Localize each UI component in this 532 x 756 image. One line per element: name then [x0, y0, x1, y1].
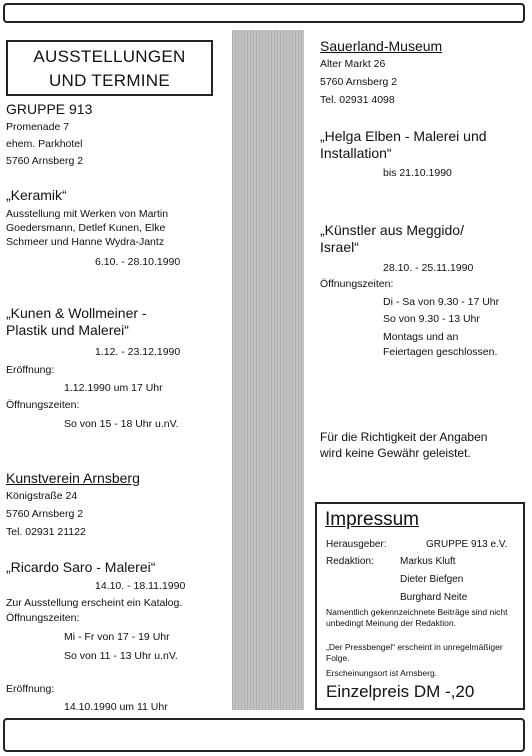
disclaimer-line-2: wird keine Gewähr geleistet.	[320, 446, 471, 460]
saro-hours-2: So von 11 - 13 Uhr u.nV.	[64, 650, 178, 662]
impressum-box	[315, 502, 525, 710]
keramik-desc-1: Ausstellung mit Werken von Martin	[6, 208, 169, 220]
disclaimer-line-1: Für die Richtigkeit der Angaben	[320, 430, 488, 444]
page-title-line-1: AUSSTELLUNGEN	[33, 47, 186, 66]
meggido-hours-label: Öffnungszeiten:	[320, 278, 394, 290]
saro-opening-value: 14.10.1990 um 11 Uhr	[64, 701, 168, 713]
kunen-hours-label: Öffnungszeiten:	[6, 399, 80, 411]
impressum-publisher: GRUPPE 913 e.V.	[426, 539, 508, 550]
kunen-hours-value: So von 15 - 18 Uhr u.nV.	[64, 418, 179, 430]
impressum-note-1: Namentlich gekennzeichnete Beiträge sind nicht unbedingt Meinung der Redaktion.	[326, 607, 508, 628]
meggido-hours-2: So von 9.30 - 13 Uhr	[383, 313, 480, 325]
org-name-gruppe: GRUPPE 913	[6, 101, 93, 117]
museum-address-3: Tel. 02931 4098	[320, 94, 395, 106]
museum-address-2: 5760 Arnsberg 2	[320, 76, 398, 88]
event-title-elben-1: „Helga Elben - Malerei und	[320, 128, 487, 144]
kunen-opening-value: 1.12.1990 um 17 Uhr	[64, 382, 163, 394]
museum-address-1: Alter Markt 26	[320, 58, 386, 70]
kunstverein-address-2: 5760 Arnsberg 2	[6, 508, 84, 520]
event-title-meggido-1: „Künstler aus Meggido/	[320, 222, 464, 238]
page-title-box	[6, 40, 213, 96]
elben-dates: bis 21.10.1990	[383, 167, 452, 179]
gruppe-address-2: ehem. Parkhotel	[6, 138, 83, 150]
event-title-kunen-1: „Kunen & Wollmeiner -	[6, 305, 147, 321]
kunen-opening-label: Eröffnung:	[6, 364, 55, 376]
kunen-dates: 1.12. - 23.12.1990	[95, 346, 181, 358]
impressum-price: Einzelpreis DM -,20	[326, 682, 475, 701]
page-title-line-2: UND TERMINE	[48, 71, 171, 90]
meggido-hours-1: Di - Sa von 9.30 - 17 Uhr	[383, 296, 500, 308]
saro-hours-1: Mi - Fr von 17 - 19 Uhr	[64, 631, 170, 643]
impressum-editor-2: Dieter Biefgen	[400, 574, 464, 585]
kunstverein-address-3: Tel. 02931 21122	[6, 526, 86, 538]
event-title-elben-2: Installation“	[320, 145, 392, 161]
center-shaded-column	[232, 30, 304, 710]
impressum-note-2: „Der Pressbengel“ erscheint in unregelmäßiger Folge.	[326, 642, 503, 663]
saro-dates: 14.10. - 18.11.1990	[95, 580, 186, 592]
impressum-editors-label: Redaktion:	[326, 556, 374, 567]
keramik-desc-3: Schmeer und Hanne Wydra-Jantz	[6, 236, 165, 248]
meggido-hours-3: Montags und an	[383, 331, 459, 343]
saro-catalog-note: Zur Ausstellung erscheint ein Katalog.	[6, 597, 183, 609]
impressum-editor-1: Markus Kluft	[400, 556, 456, 567]
event-title-saro: „Ricardo Saro - Malerei“	[6, 559, 156, 575]
gruppe-address-1: Promenade 7	[6, 121, 70, 133]
meggido-dates: 28.10. - 25.11.1990	[383, 262, 474, 274]
gruppe-address-3: 5760 Arnsberg 2	[6, 155, 84, 167]
saro-opening-label: Eröffnung:	[6, 683, 55, 695]
event-title-meggido-2: Israel“	[320, 239, 359, 255]
org-name-sauerland-museum: Sauerland-Museum	[320, 38, 443, 54]
kunstverein-address-1: Königstraße 24	[6, 490, 78, 502]
keramik-desc-2: Goedersmann, Detlef Kunen, Elke	[6, 222, 166, 234]
keramik-dates: 6.10. - 28.10.1990	[95, 256, 181, 268]
impressum-title: Impressum	[325, 509, 419, 530]
impressum-publisher-label: Herausgeber:	[326, 539, 387, 550]
impressum-editor-3: Burghard Neite	[400, 592, 468, 603]
saro-hours-label: Öffnungszeiten:	[6, 612, 80, 624]
bottom-border-frame	[3, 718, 525, 752]
org-name-kunstverein: Kunstverein Arnsberg	[6, 470, 140, 486]
top-border-frame	[3, 3, 525, 23]
impressum-note-3: Erscheinungsort ist Arnsberg.	[326, 668, 438, 678]
meggido-hours-4: Feiertagen geschlossen.	[383, 346, 498, 358]
event-title-keramik: „Keramik“	[6, 187, 67, 203]
event-title-kunen-2: Plastik und Malerei“	[6, 322, 129, 338]
